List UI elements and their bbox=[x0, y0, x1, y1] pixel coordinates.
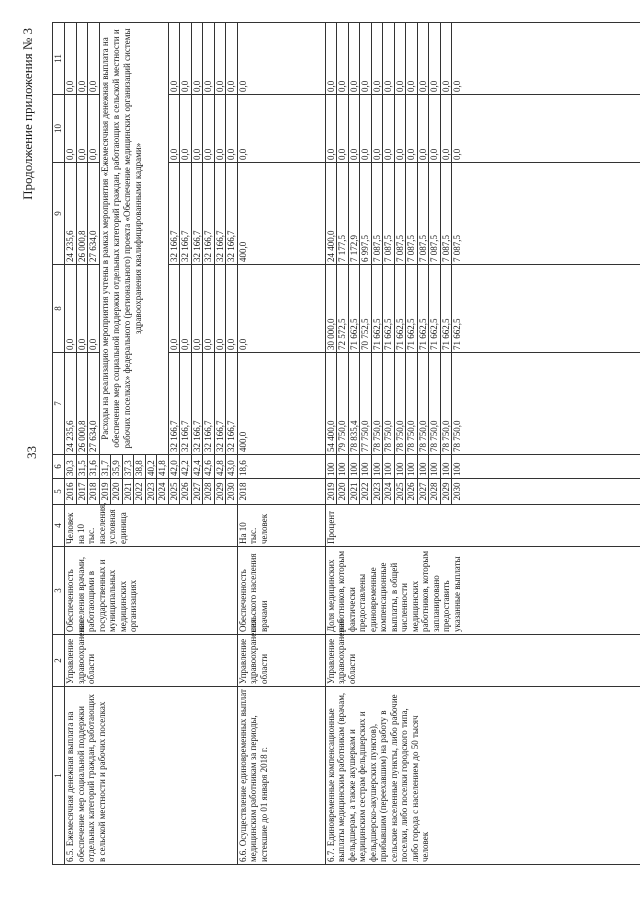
amount-federal: 71 662,5 bbox=[429, 265, 441, 353]
amount-other: 0,0 bbox=[191, 23, 203, 95]
amount-federal: 30 000,0 bbox=[325, 265, 337, 353]
amount-total: 32 166,7 bbox=[168, 353, 180, 455]
value: 31,7 bbox=[99, 455, 111, 479]
executor: Управление здравоохранения области bbox=[65, 635, 238, 687]
indicator: Обеспеченность населения врачами, работающими в государственных и муниципальных медицинских организациях bbox=[65, 547, 238, 635]
value: 100 bbox=[383, 455, 395, 479]
amount-regional: 7 087,5 bbox=[452, 163, 640, 265]
amount-federal: 70 752,5 bbox=[360, 265, 372, 353]
amount-regional: 32 166,7 bbox=[191, 163, 203, 265]
value: 42,4 bbox=[191, 455, 203, 479]
activity-name: 6.5. Ежемесячная денежная выплата на обеспечение мер социальной поддержки отдельных категорий граждан, работающих в сельской местности и рабочих поселках bbox=[65, 687, 238, 865]
amount-local: 0,0 bbox=[168, 95, 180, 163]
amount-local: 0,0 bbox=[180, 95, 192, 163]
amount-federal: 71 662,5 bbox=[383, 265, 395, 353]
amount-federal: 0,0 bbox=[203, 265, 215, 353]
amount-total: 32 166,7 bbox=[191, 353, 203, 455]
amount-total: 27 634,0 bbox=[88, 353, 100, 455]
amount-total: 26 000,8 bbox=[76, 353, 88, 455]
amount-other: 0,0 bbox=[168, 23, 180, 95]
amount-regional: 7 177,5 bbox=[337, 163, 349, 265]
amount-federal: 0,0 bbox=[180, 265, 192, 353]
value: 100 bbox=[406, 455, 418, 479]
amount-federal: 71 662,5 bbox=[417, 265, 429, 353]
amount-regional: 7 087,5 bbox=[394, 163, 406, 265]
col-header: 9 bbox=[53, 163, 65, 265]
amount-local: 0,0 bbox=[337, 95, 349, 163]
activity-name: 6.6. Осуществление единовременных выплат медицинским работникам за периоды, истекшие до 01 января 2018 г. bbox=[237, 687, 325, 865]
year: 2020 bbox=[111, 479, 123, 505]
amount-federal: 71 662,5 bbox=[452, 265, 640, 353]
amount-local: 0,0 bbox=[452, 95, 640, 163]
amount-local: 0,0 bbox=[371, 95, 383, 163]
amount-regional: 7 087,5 bbox=[406, 163, 418, 265]
amount-regional: 24 400,0 bbox=[325, 163, 337, 265]
year: 2023 bbox=[371, 479, 383, 505]
year: 2016 bbox=[65, 479, 77, 505]
amount-total: 400,0 bbox=[237, 353, 325, 455]
year: 2017 bbox=[76, 479, 88, 505]
value: 100 bbox=[429, 455, 441, 479]
amount-local: 0,0 bbox=[214, 95, 226, 163]
value: 100 bbox=[371, 455, 383, 479]
year: 2027 bbox=[417, 479, 429, 505]
amount-other: 0,0 bbox=[88, 23, 100, 95]
amount-other: 0,0 bbox=[203, 23, 215, 95]
amount-other: 0,0 bbox=[214, 23, 226, 95]
amount-total: 78 750,0 bbox=[371, 353, 383, 455]
amount-total: 78 750,0 bbox=[394, 353, 406, 455]
amount-total: 77 750,0 bbox=[360, 353, 372, 455]
col-header: 10 bbox=[53, 95, 65, 163]
amount-federal: 71 662,5 bbox=[440, 265, 452, 353]
activity-name: 6.7. Единовременные компенсационные выплаты медицинским работникам (врачам, фельдшерам, а также акушеркам и медицинским сестрам фельдшерских и фельдшерско-акушерских пунктов), прибывшим (переехавшим) на работу в сельские населенные пункты, либо рабочие поселки, либо поселки городского типа, либо города с населением до 50 тысяч человек bbox=[325, 687, 640, 865]
col-header: 3 bbox=[53, 547, 65, 635]
executor: Управление здравоохранения области bbox=[325, 635, 640, 687]
value: 38,8 bbox=[134, 455, 146, 479]
header-title: Продолжение приложения № 3 bbox=[20, 28, 35, 200]
amount-federal: 0,0 bbox=[65, 265, 77, 353]
year: 2026 bbox=[180, 479, 192, 505]
amount-local: 0,0 bbox=[191, 95, 203, 163]
col-header: 1 bbox=[53, 687, 65, 865]
amount-regional: 32 166,7 bbox=[168, 163, 180, 265]
year: 2024 bbox=[157, 479, 169, 505]
year: 2023 bbox=[145, 479, 157, 505]
table-row bbox=[65, 23, 77, 865]
amount-other: 0,0 bbox=[383, 23, 395, 95]
amount-total: 32 166,7 bbox=[226, 353, 238, 455]
value: 42,2 bbox=[180, 455, 192, 479]
amount-regional: 32 166,7 bbox=[214, 163, 226, 265]
amount-federal: 71 662,5 bbox=[394, 265, 406, 353]
amount-other: 0,0 bbox=[237, 23, 325, 95]
value: 100 bbox=[452, 455, 640, 479]
col-header: 2 bbox=[53, 635, 65, 687]
amount-federal: 0,0 bbox=[214, 265, 226, 353]
amount-federal: 0,0 bbox=[191, 265, 203, 353]
amount-total: 32 166,7 bbox=[203, 353, 215, 455]
amount-other: 0,0 bbox=[337, 23, 349, 95]
amount-total: 78 750,0 bbox=[417, 353, 429, 455]
value: 100 bbox=[440, 455, 452, 479]
amount-other: 0,0 bbox=[325, 23, 337, 95]
amount-other: 0,0 bbox=[452, 23, 640, 95]
amount-regional: 7 087,5 bbox=[440, 163, 452, 265]
amount-local: 0,0 bbox=[440, 95, 452, 163]
amount-local: 0,0 bbox=[76, 95, 88, 163]
amount-federal: 0,0 bbox=[168, 265, 180, 353]
amount-local: 0,0 bbox=[325, 95, 337, 163]
amount-other: 0,0 bbox=[429, 23, 441, 95]
col-header: 8 bbox=[53, 265, 65, 353]
year: 2021 bbox=[348, 479, 360, 505]
amount-local: 0,0 bbox=[226, 95, 238, 163]
year: 2028 bbox=[429, 479, 441, 505]
value: 100 bbox=[337, 455, 349, 479]
amount-total: 78 750,0 bbox=[440, 353, 452, 455]
amount-total: 54 400,0 bbox=[325, 353, 337, 455]
amount-local: 0,0 bbox=[65, 95, 77, 163]
value: 35,9 bbox=[111, 455, 123, 479]
amount-other: 0,0 bbox=[406, 23, 418, 95]
amount-federal: 71 662,5 bbox=[371, 265, 383, 353]
value: 30,3 bbox=[65, 455, 77, 479]
col-header: 4 bbox=[53, 505, 65, 547]
value: 18,6 bbox=[237, 455, 325, 479]
value: 31,5 bbox=[76, 455, 88, 479]
amount-other: 0,0 bbox=[76, 23, 88, 95]
amount-local: 0,0 bbox=[348, 95, 360, 163]
year: 2022 bbox=[360, 479, 372, 505]
value: 42,8 bbox=[214, 455, 226, 479]
value: 40,2 bbox=[145, 455, 157, 479]
unit: Процент bbox=[325, 505, 640, 547]
year: 2018 bbox=[237, 479, 325, 505]
amount-regional: 27 634,0 bbox=[88, 163, 100, 265]
year: 2024 bbox=[383, 479, 395, 505]
amount-total: 32 166,7 bbox=[214, 353, 226, 455]
year: 2019 bbox=[325, 479, 337, 505]
amount-local: 0,0 bbox=[417, 95, 429, 163]
col-header: 7 bbox=[53, 353, 65, 455]
amount-total: 78 835,4 bbox=[348, 353, 360, 455]
year: 2029 bbox=[214, 479, 226, 505]
amount-regional: 26 000,8 bbox=[76, 163, 88, 265]
amount-regional: 7 087,5 bbox=[429, 163, 441, 265]
value: 100 bbox=[325, 455, 337, 479]
amount-local: 0,0 bbox=[203, 95, 215, 163]
value: 42,0 bbox=[168, 455, 180, 479]
amount-other: 0,0 bbox=[348, 23, 360, 95]
value: 31,6 bbox=[88, 455, 100, 479]
col-header: 6 bbox=[53, 455, 65, 479]
amount-regional: 24 235,6 bbox=[65, 163, 77, 265]
page-number: 33 bbox=[24, 446, 39, 459]
amount-other: 0,0 bbox=[394, 23, 406, 95]
amount-total: 78 750,0 bbox=[452, 353, 640, 455]
amount-regional: 7 087,5 bbox=[417, 163, 429, 265]
amount-total: 24 235,6 bbox=[65, 353, 77, 455]
amount-regional: 32 166,7 bbox=[180, 163, 192, 265]
amount-other: 0,0 bbox=[180, 23, 192, 95]
amount-federal: 72 572,5 bbox=[337, 265, 349, 353]
amount-federal: 71 662,5 bbox=[406, 265, 418, 353]
amount-local: 0,0 bbox=[394, 95, 406, 163]
year: 2027 bbox=[191, 479, 203, 505]
amount-regional: 32 166,7 bbox=[203, 163, 215, 265]
amount-local: 0,0 bbox=[429, 95, 441, 163]
amount-federal: 0,0 bbox=[226, 265, 238, 353]
indicator: Доля медицинских работников, которым фактически предоставлены единовременные компенсационные выплаты, в общей численности медицинских работников, которым запланировано предоставить указанные выплаты bbox=[325, 547, 640, 635]
unit: На 10 тыс. человек bbox=[237, 505, 325, 547]
value: 100 bbox=[394, 455, 406, 479]
funding-note: Расходы на реализацию мероприятия учтены в рамках мероприятия «Ежемесячная денежная выплата на обеспечение мер социальной поддержки отдельных категорий граждан, работающих в сельской местности и рабочих поселках» федерального (регионального) проекта «Обеспечение медицинских организаций системы здравоохранения квалифицированными кадрами» bbox=[99, 23, 168, 455]
amount-federal: 0,0 bbox=[76, 265, 88, 353]
amount-other: 0,0 bbox=[440, 23, 452, 95]
year: 2029 bbox=[440, 479, 452, 505]
unit: Человек на 10 тыс. населения, условная единица bbox=[65, 505, 238, 547]
value: 42,6 bbox=[203, 455, 215, 479]
executor: Управление здравоохранения области bbox=[237, 635, 325, 687]
value: 41,8 bbox=[157, 455, 169, 479]
amount-local: 0,0 bbox=[237, 95, 325, 163]
value: 100 bbox=[348, 455, 360, 479]
amount-total: 78 750,0 bbox=[383, 353, 395, 455]
indicator: Обеспеченность сельского населения врачами bbox=[237, 547, 325, 635]
value: 43,0 bbox=[226, 455, 238, 479]
amount-other: 0,0 bbox=[226, 23, 238, 95]
table-row bbox=[237, 23, 325, 865]
year: 2019 bbox=[99, 479, 111, 505]
table-row bbox=[325, 23, 337, 865]
year: 2030 bbox=[226, 479, 238, 505]
col-header: 11 bbox=[53, 23, 65, 95]
amount-regional: 7 172,9 bbox=[348, 163, 360, 265]
year: 2026 bbox=[406, 479, 418, 505]
amount-total: 79 750,0 bbox=[337, 353, 349, 455]
amount-other: 0,0 bbox=[65, 23, 77, 95]
year: 2028 bbox=[203, 479, 215, 505]
year: 2020 bbox=[337, 479, 349, 505]
year: 2025 bbox=[394, 479, 406, 505]
amount-total: 32 166,7 bbox=[180, 353, 192, 455]
year: 2018 bbox=[88, 479, 100, 505]
amount-local: 0,0 bbox=[88, 95, 100, 163]
value: 100 bbox=[417, 455, 429, 479]
amount-regional: 32 166,7 bbox=[226, 163, 238, 265]
year: 2025 bbox=[168, 479, 180, 505]
year: 2021 bbox=[122, 479, 134, 505]
amount-other: 0,0 bbox=[360, 23, 372, 95]
amount-local: 0,0 bbox=[406, 95, 418, 163]
amount-federal: 0,0 bbox=[88, 265, 100, 353]
amount-federal: 71 662,5 bbox=[348, 265, 360, 353]
year: 2022 bbox=[134, 479, 146, 505]
amount-regional: 400,0 bbox=[237, 163, 325, 265]
amount-other: 0,0 bbox=[371, 23, 383, 95]
amount-total: 78 750,0 bbox=[406, 353, 418, 455]
program-table bbox=[52, 22, 640, 865]
amount-local: 0,0 bbox=[383, 95, 395, 163]
amount-other: 0,0 bbox=[417, 23, 429, 95]
amount-federal: 0,0 bbox=[237, 265, 325, 353]
value: 37,3 bbox=[122, 455, 134, 479]
amount-local: 0,0 bbox=[360, 95, 372, 163]
amount-regional: 6 997,5 bbox=[360, 163, 372, 265]
col-header: 5 bbox=[53, 479, 65, 505]
amount-regional: 7 087,5 bbox=[383, 163, 395, 265]
amount-regional: 7 087,5 bbox=[371, 163, 383, 265]
column-number-row bbox=[53, 23, 65, 865]
amount-total: 78 750,0 bbox=[429, 353, 441, 455]
year: 2030 bbox=[452, 479, 640, 505]
value: 100 bbox=[360, 455, 372, 479]
